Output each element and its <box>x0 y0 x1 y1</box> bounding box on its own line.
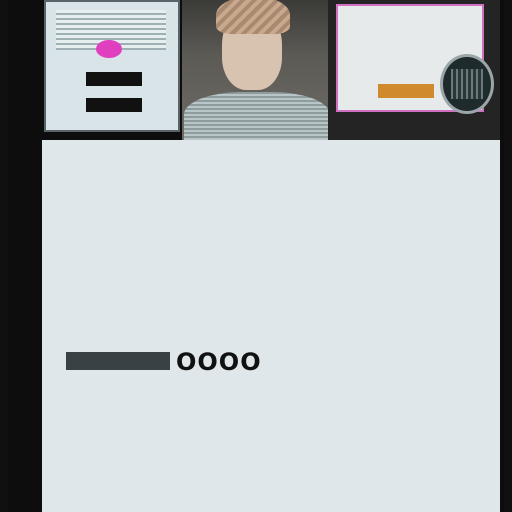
certificate-panel <box>328 0 500 140</box>
seal-icon <box>440 54 494 114</box>
pink-ink-mark <box>96 40 122 58</box>
portrait-photo <box>182 0 332 140</box>
orange-label-strip <box>378 84 434 98</box>
certificate-card <box>336 4 484 112</box>
portrait-shoulders <box>184 92 330 140</box>
portrait-headwear <box>216 0 290 34</box>
redaction-bar <box>86 98 142 112</box>
redaction-bar <box>86 72 142 86</box>
number-label-bar <box>66 352 170 370</box>
document-scan <box>8 0 504 512</box>
seal-emblem <box>451 69 483 99</box>
document-number: OOOO <box>176 348 262 376</box>
document-sheet <box>42 140 500 512</box>
id-card-panel <box>44 0 180 132</box>
